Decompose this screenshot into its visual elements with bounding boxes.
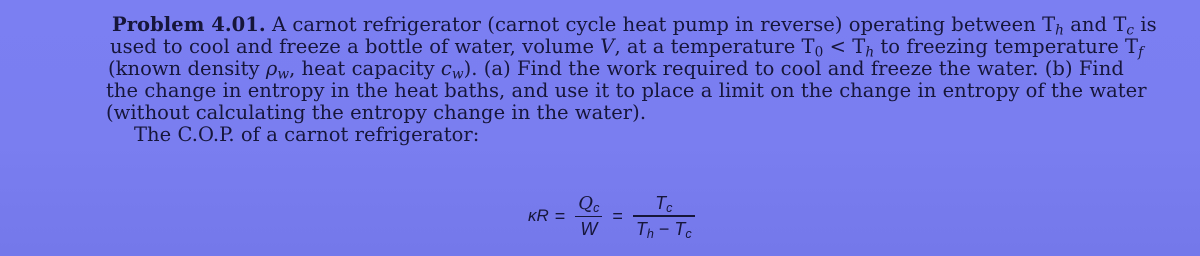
fraction-tc-over-th-minus-tc <box>633 193 695 239</box>
problem-line-2: used to cool and freeze a bottle of water, volume V, at a temperature $T_0 < T_h$ to freezing temperature $T_f$ <box>110 35 1144 61</box>
equals-sign: = <box>612 205 623 226</box>
fraction-numerator: $T_c$ <box>655 193 673 216</box>
problem-line-5: (without calculating the entropy change in the water). <box>106 101 647 124</box>
fraction-bar <box>633 215 695 217</box>
fraction-denominator: W <box>580 219 598 240</box>
problem-line-1: Problem 4.01. A carnot refrigerator (carnot cycle heat pump in reverse) operating between $T_h$ and $T_c$ is <box>112 13 1157 39</box>
fraction-numerator: $Q_c$ <box>578 192 600 215</box>
fraction-qc-over-w <box>575 193 602 240</box>
fraction-denominator: $T_h - T_c$ <box>635 218 692 241</box>
equation-lhs: κR <box>528 206 549 225</box>
equals-sign: = <box>554 205 566 226</box>
cop-heading: The C.O.P. of a carnot refrigerator: <box>134 123 480 146</box>
problem-line-3: (known density $\rho_w$, heat capacity $c_w$). (a) Find the work required to cool and freeze the water. (b) Find <box>108 57 1124 83</box>
problem-text <box>106 13 1157 146</box>
problem-line-4: the change in entropy in the heat baths, and use it to place a limit on the change in entropy of the water <box>106 79 1147 102</box>
cop-equation <box>528 186 699 246</box>
problem-heading: Problem 4.01. <box>112 13 266 36</box>
fraction-bar <box>575 216 602 218</box>
